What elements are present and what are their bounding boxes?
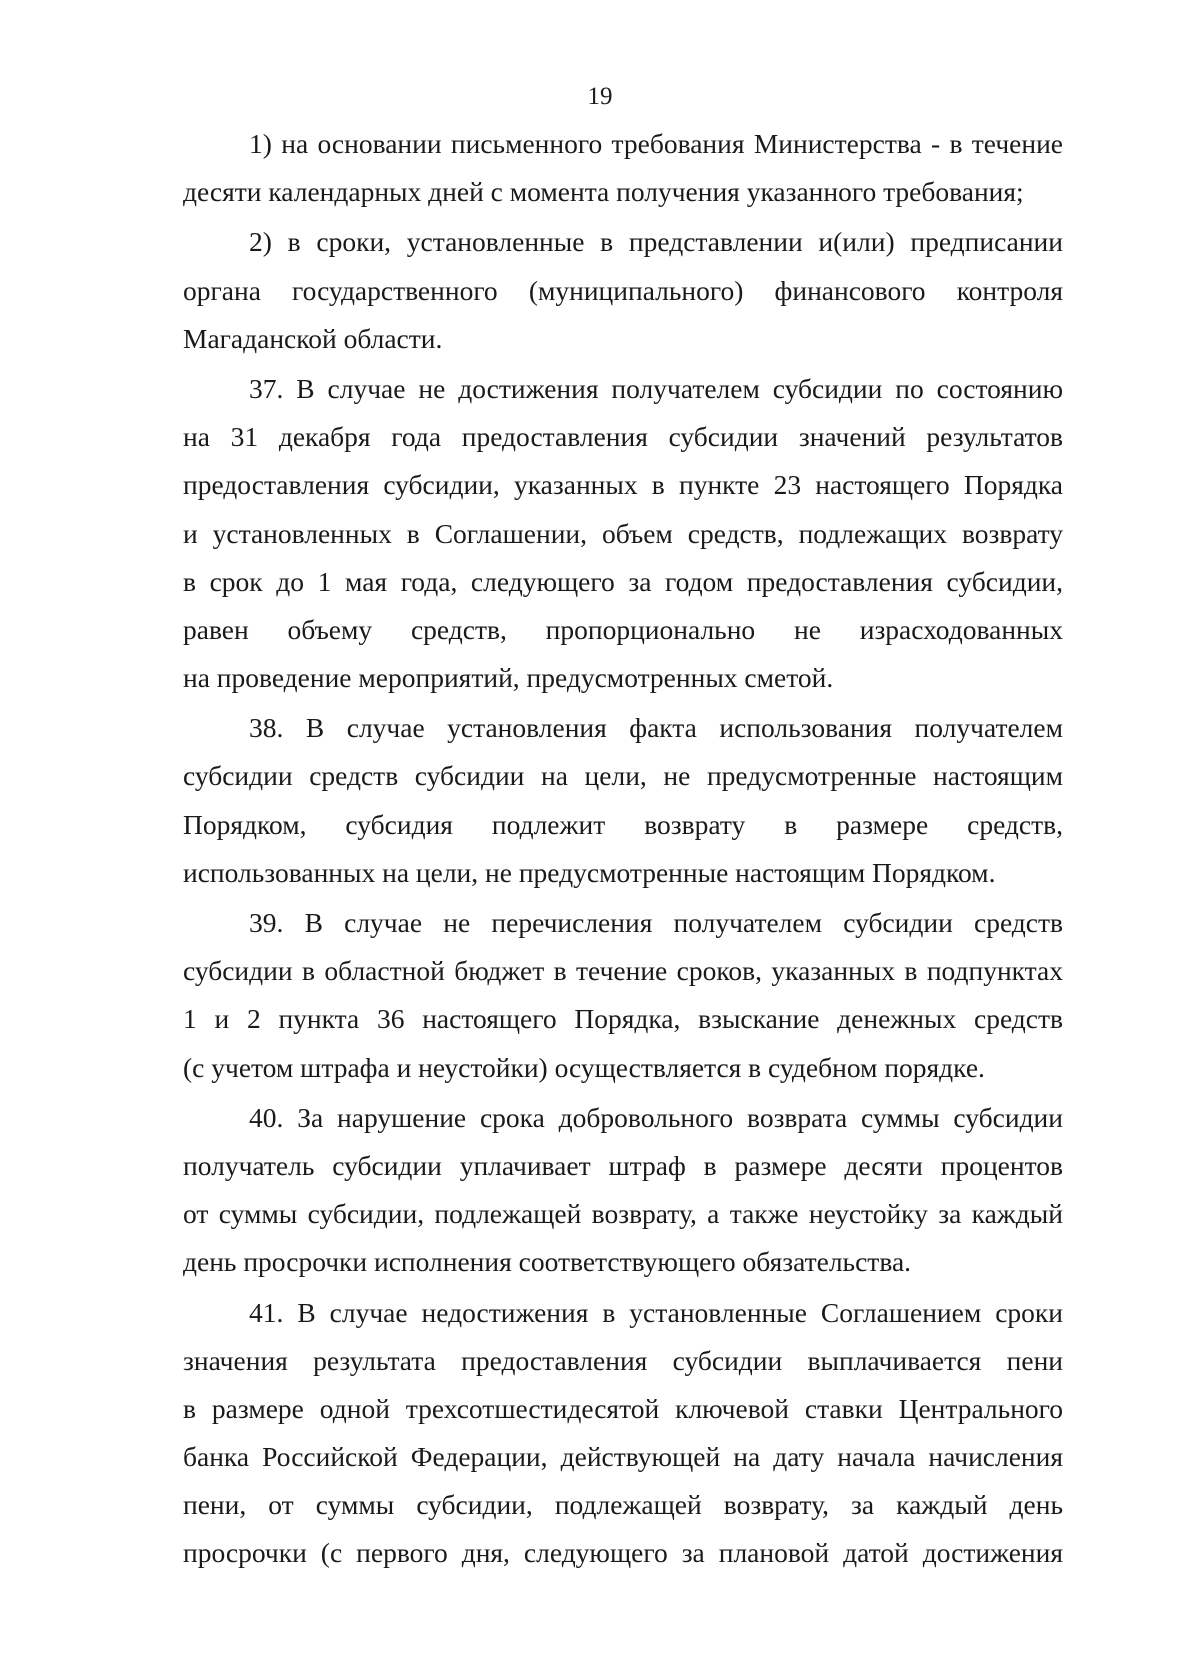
text-line: получатель субсидии уплачивает штраф в размере десяти процентов — [183, 1149, 1063, 1181]
paragraph-36-item-2 — [183, 218, 1063, 363]
text-line: предоставления субсидии, указанных в пункте 23 настоящего Порядка — [183, 469, 1063, 501]
text-line: 37. В случае не достижения получателем субсидии по состоянию — [249, 372, 1063, 404]
paragraph-38 — [183, 704, 1063, 897]
text-line: банка Российской Федерации, действующей на дату начала начисления — [183, 1441, 1063, 1473]
text-line: десяти календарных дней с момента получения указанного требования; — [183, 176, 1024, 208]
text-line: в срок до 1 мая года, следующего за годом предоставления субсидии, — [183, 565, 1063, 597]
paragraph-39 — [183, 899, 1063, 1092]
text-line: на проведение мероприятий, предусмотренных сметой. — [183, 662, 834, 694]
paragraph-41 — [183, 1289, 1063, 1578]
text-line: 2) в сроки, установленные в представлении и(или) предписании — [249, 226, 1063, 258]
document-body — [183, 120, 1063, 1580]
text-line: 39. В случае не перечисления получателем субсидии средств — [249, 907, 1063, 938]
text-line: органа государственного (муниципального) финансового контроля — [183, 274, 1063, 306]
text-line: и установленных в Соглашении, объем средств, подлежащих возврату — [183, 517, 1063, 549]
text-line: равен объему средств, пропорционально не израсходованных — [183, 613, 1063, 645]
text-line: Порядком, субсидия подлежит возврату в размере средств, — [183, 808, 1063, 840]
text-line: Магаданской области. — [183, 322, 443, 354]
text-line: пени, от суммы субсидии, подлежащей возврату, за каждый день — [183, 1489, 1063, 1521]
text-line: 40. За нарушение срока добровольного возврата суммы субсидии — [249, 1101, 1063, 1133]
paragraph-36-item-1 — [183, 120, 1063, 216]
text-line: (с учетом штрафа и неустойки) осуществляется в судебном порядке. — [183, 1051, 985, 1083]
text-line: субсидии средств субсидии на цели, не предусмотренные настоящим — [183, 760, 1063, 792]
text-line: день просрочки исполнения соответствующего обязательства. — [183, 1246, 912, 1278]
text-line: на 31 декабря года предоставления субсидии значений результатов — [183, 421, 1063, 453]
paragraph-40 — [183, 1094, 1063, 1287]
page-number: 19 — [587, 83, 613, 110]
text-line: 41. В случае недостижения в установленные Соглашением сроки — [249, 1296, 1063, 1328]
text-line: 1) на основании письменного требования Министерства - в течение — [249, 128, 1063, 159]
text-line: значения результата предоставления субсидии выплачивается пени — [183, 1344, 1063, 1376]
text-line: 38. В случае установления факта использования получателем — [249, 712, 1063, 744]
paragraph-37 — [183, 365, 1063, 702]
text-line: от суммы субсидии, подлежащей возврату, а также неустойку за каждый — [183, 1198, 1063, 1230]
text-line: просрочки (с первого дня, следующего за плановой датой достижения — [183, 1537, 1063, 1569]
text-line: в размере одной трехсотшестидесятой ключевой ставки Центрального — [183, 1392, 1063, 1424]
text-line: 1 и 2 пункта 36 настоящего Порядка, взыскание денежных средств — [183, 1003, 1063, 1035]
text-line: использованных на цели, не предусмотренные настоящим Порядком. — [183, 856, 996, 888]
text-line: субсидии в областной бюджет в течение сроков, указанных в подпунктах — [183, 955, 1063, 987]
